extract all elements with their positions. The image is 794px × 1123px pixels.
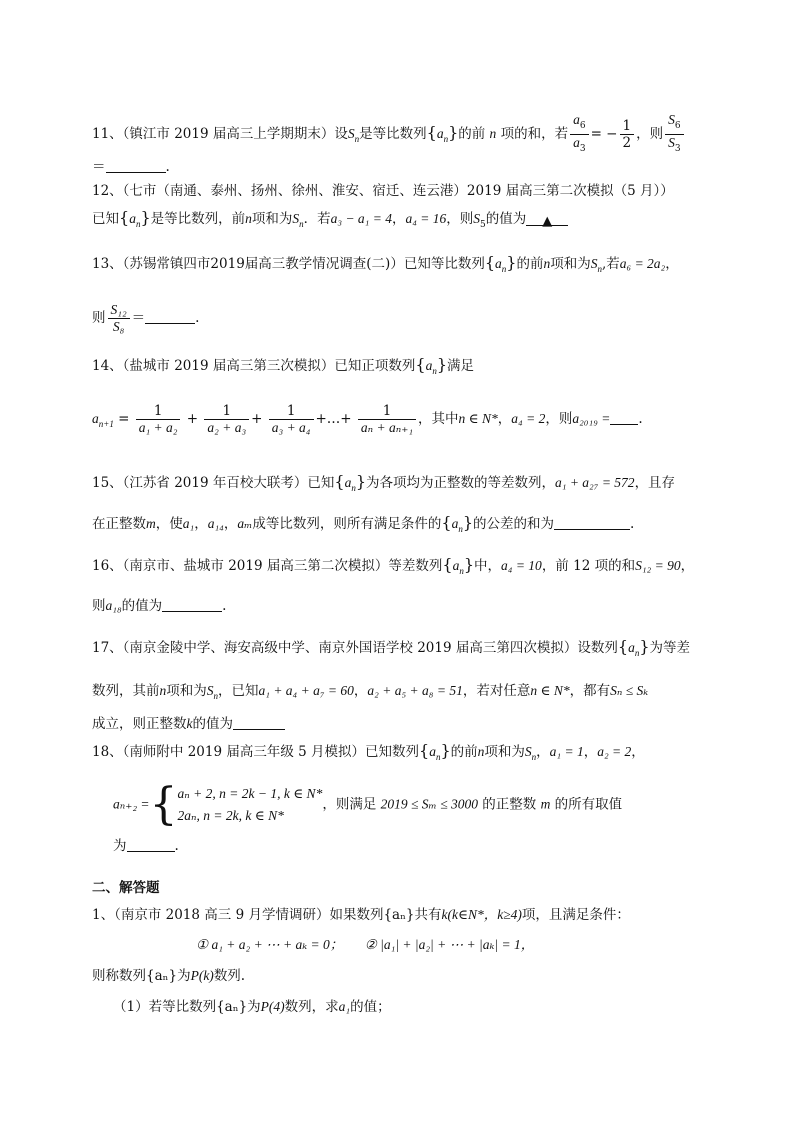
answer-blank [162, 597, 222, 612]
q17-line2: 数列，其前n项和为$S_n$，已知a₁ + a₄ + a₇ = 60，a₂ + a₅ + a₈ = 51，若对任意n ∈ N*，都有Sₙ ≤ Sₖ [92, 683, 649, 701]
q13-line2: 则 $\frac{\text{S₁₂}}{\text{S₈}}$ ＝ . [92, 302, 200, 334]
q11-source: 11、（镇江市 2019 届高三上学期期末）设 [92, 126, 348, 142]
q15-line2: 在正整数m，使a₁，a₁₄，aₘ成等比数列，则所有满足条件的$\{a_n\}$的公差的和为 . [92, 513, 635, 534]
q11-fraction-a6-a3: $\frac{a_6}{a_3}$ [570, 112, 588, 157]
q12-line2: 已知$\{a_n\}$是等比数列，前n项和为$S_n$．若a₃ − a₁ = 4，a₄ = 16，则$S_5$的值为 ▲ [92, 208, 568, 235]
q17-line1: 17、（南京金陵中学、海安高级中学、南京外国语学校 2019 届高三第四次模拟）设数列$\{a_n\}$为等差 [92, 637, 690, 658]
q14-line1: 14、（盐城市 2019 届高三第三次模拟）已知正项数列$\{a_n\}$满足 [92, 355, 474, 376]
answer-blank [233, 715, 285, 730]
q14-line2: $a_{n+1}$ = $\frac{1}{\text{a₁ + a₂}}$ + $\frac{1}{\text{a₂ + a₃}}$ + $\frac{1}{\text{a₃ + a₄}}$ +…+ $\frac{1}{\text{aₙ + aₙ₊₁}}$ ，其中n ∈ N*，a₄ = 2，则a₂₀₁₉ = . [92, 403, 643, 435]
q13-line1: 13、（苏锡常镇四市2019届高三教学情况调查(二)）已知等比数列$\{a_n\}$的前n项和为$S_n$,若a₆ = 2a₂， [92, 253, 679, 274]
q11-answer-line: ＝ . [92, 159, 170, 175]
q18-line1: 18、（南师附中 2019 届高三年级 5 月模拟）已知数列$\{a_n\}$的前n项和为$S_n$，a₁ = 1，a₂ = 2， [92, 741, 645, 762]
q18-piecewise: { aₙ + 2, n = 2k − 1, k ∈ N* 2aₙ, n = 2k, k ∈ N* [149, 779, 323, 830]
problem1-line1: 1、（南京市 2018 高三 9 月学情调研）如果数列{aₙ}共有k(k∈N*，k≥4)项，且满足条件： [92, 907, 630, 923]
problem1-conditions: ① a₁ + a₂ + ⋯ + aₖ = 0； ② |a₁| + |a₂| + ⋯ + |aₖ| = 1， [196, 937, 535, 952]
q16-line2: 则a₁₈的值为 . [92, 598, 227, 614]
answer-blank [526, 211, 568, 229]
section-heading: 二、解答题 [92, 880, 160, 896]
q18-line2: aₙ₊₂ ={ aₙ + 2, n = 2k − 1, k ∈ N* 2aₙ, n = 2k, k ∈ N* ，则满足 2019 ≤ Sₘ ≤ 3000 的正整数 m 的所有取值 [113, 779, 623, 830]
q18-line3: 为 . [113, 838, 179, 854]
q11-fraction-half: $\frac{1}{2}$ [620, 118, 635, 151]
q11-line1: 11、（镇江市 2019 届高三上学期期末）设$S_n$是等比数列$\{a_n\}$的前 n 项的和，若 $\frac{a_6}{a_3}$ = − $\frac{1}{2}$ ，则 $\frac{S_6}{S_3}$ [92, 112, 686, 157]
q16-line1: 16、（南京市、盐城市 2019 届高三第二次模拟）等差数列$\{a_n\}$中，a₄ = 10，前 12 项的和S₁₂ = 90， [92, 555, 695, 576]
q15-line1: 15、（江苏省 2019 年百校大联考）已知$\{a_n\}$为各项均为正整数的等差数列，a₁ + a₂₇ = 572，且存 [92, 472, 676, 493]
q17-line3: 成立，则正整数k的值为 [92, 714, 285, 734]
problem1-sub1: （1）若等比数列{aₙ}为P(4)数列，求a₁的值； [113, 999, 391, 1015]
q11-fraction-s6-s3: $\frac{S_6}{S_3}$ [665, 112, 683, 157]
answer-blank [106, 158, 166, 173]
answer-blank [554, 515, 630, 530]
q12-line1: 12、（七市（南通、泰州、扬州、徐州、淮安、宿迁、连云港）2019 届高三第二次模拟（5 月）） [92, 183, 674, 199]
answer-blank [127, 837, 175, 852]
answer-blank [145, 309, 195, 324]
triangle-icon: ▲ [542, 214, 553, 229]
q13-fraction: $\frac{\text{S₁₂}}{\text{S₈}}$ [108, 302, 130, 335]
problem1-line3: 则称数列{aₙ}为P(k)数列. [92, 968, 246, 984]
answer-blank [610, 410, 638, 425]
